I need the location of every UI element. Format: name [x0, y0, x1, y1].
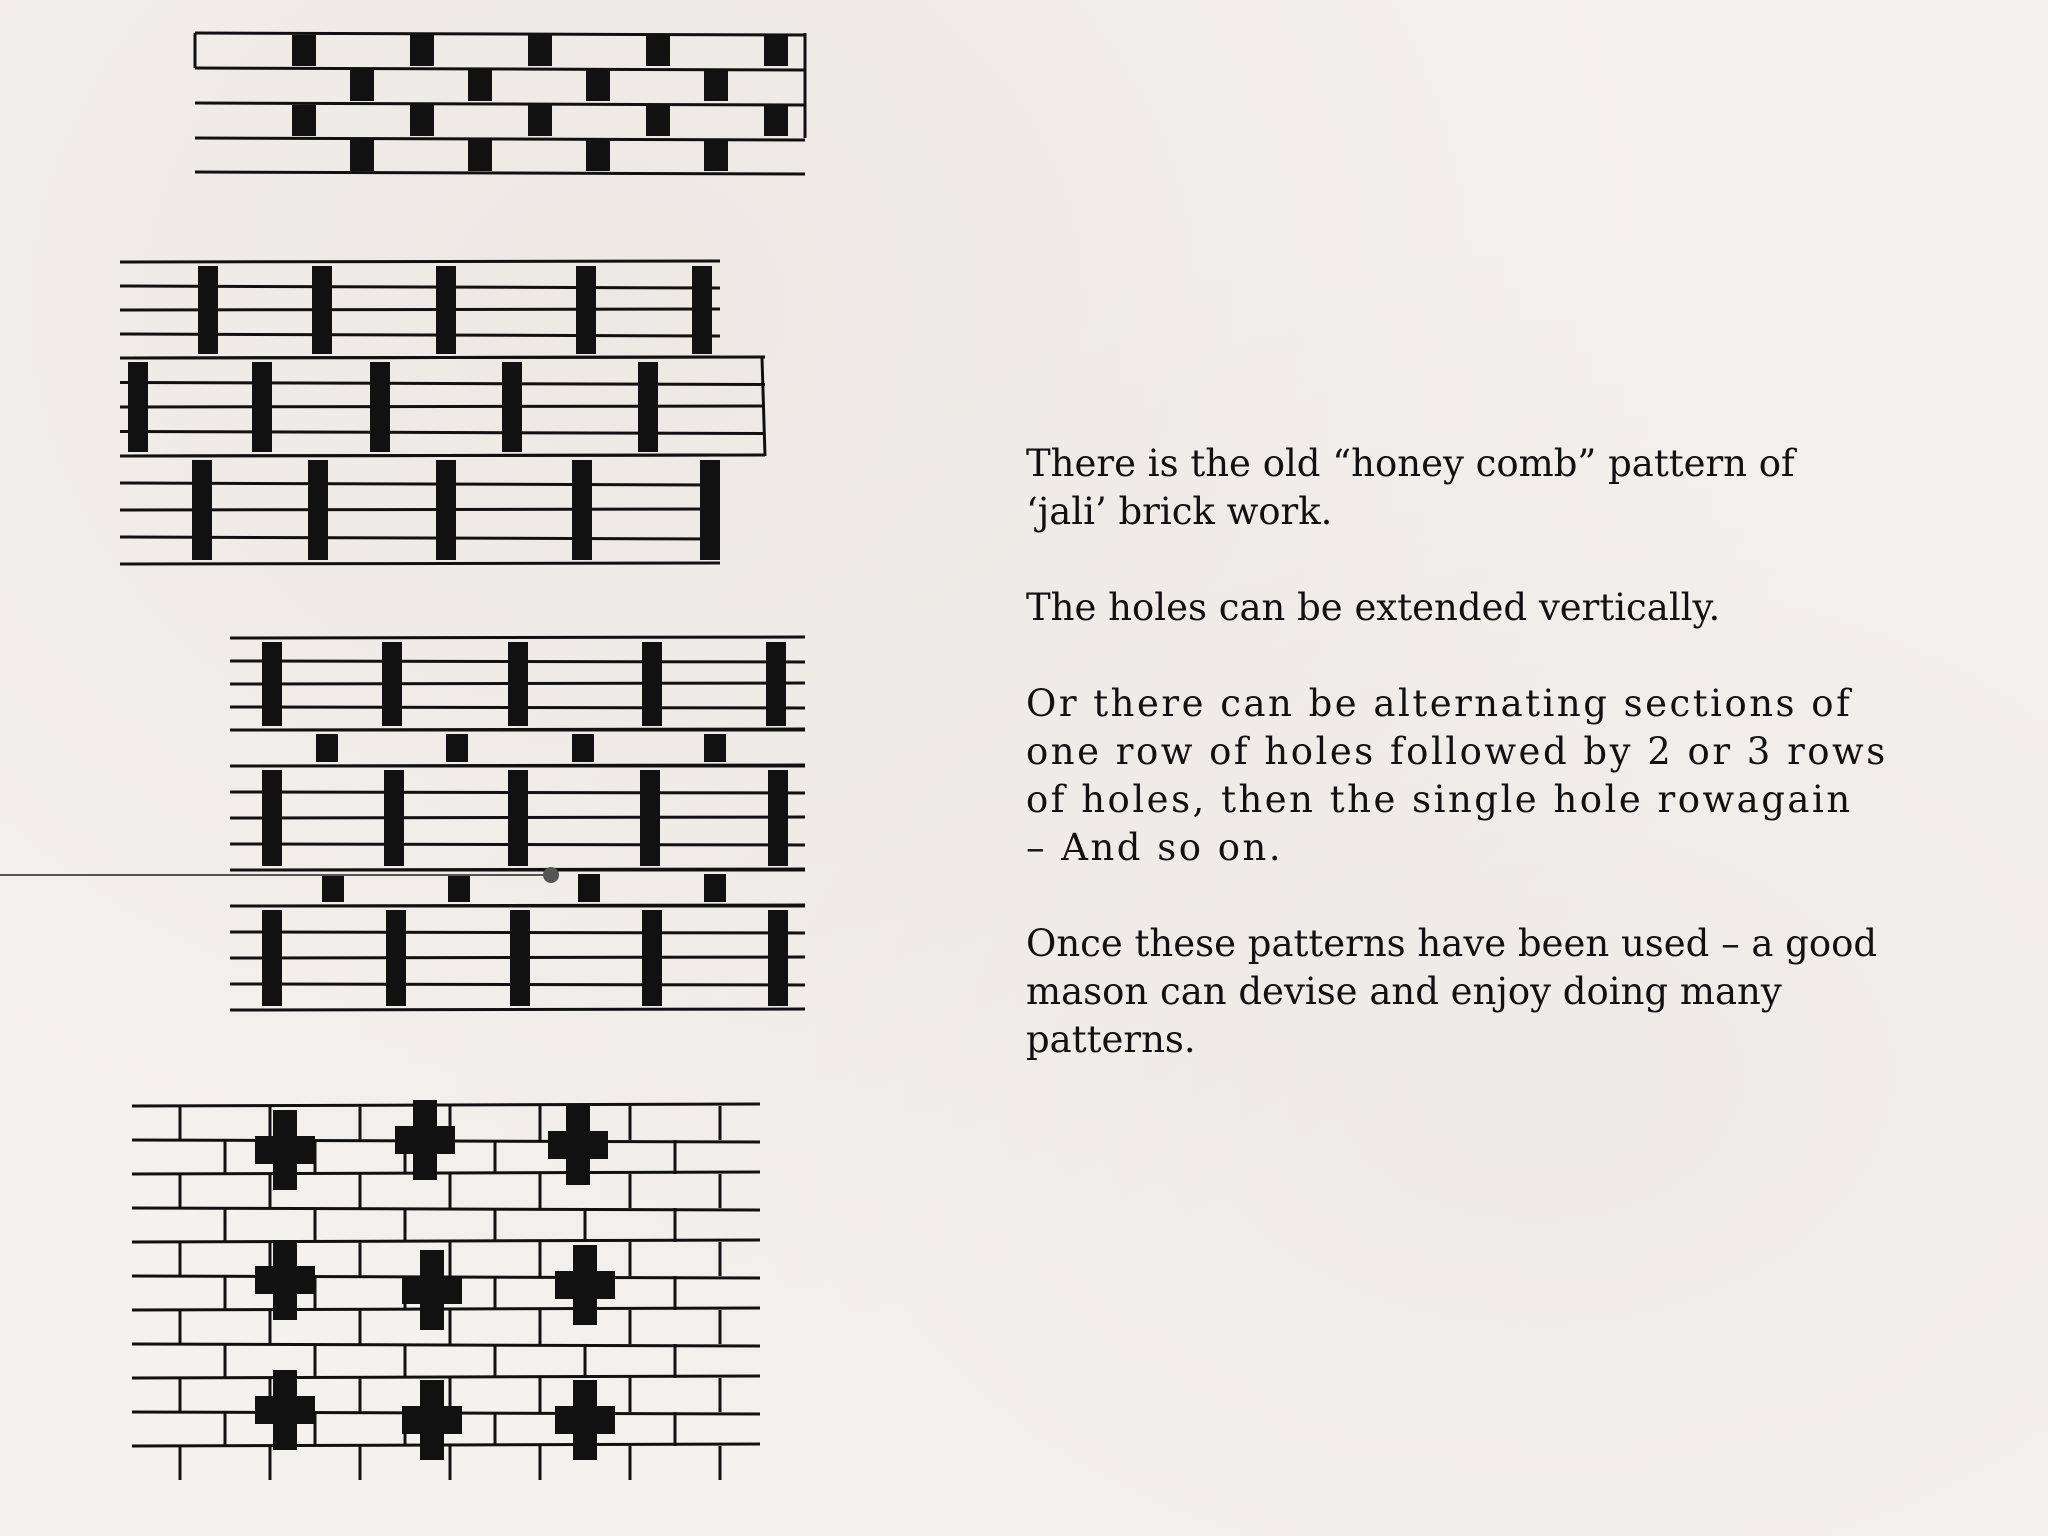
brick-hole — [410, 35, 434, 66]
brick-hole — [350, 70, 374, 101]
brick-hole — [578, 874, 600, 902]
brick-hole — [508, 642, 528, 726]
brick-hole — [308, 460, 328, 560]
cross-holes-pattern-sketch — [132, 1100, 760, 1480]
brick-hole — [528, 35, 552, 66]
brick-hole — [386, 910, 406, 1006]
brick-hole — [402, 1276, 462, 1304]
brick-hole — [436, 266, 456, 354]
brick-hole — [316, 734, 338, 762]
brick-line — [195, 33, 805, 35]
brick-hole — [395, 1126, 455, 1154]
brick-hole — [555, 1271, 615, 1299]
brick-hole — [192, 460, 212, 560]
brick-line — [195, 172, 805, 174]
brick-hole — [572, 460, 592, 560]
brick-line — [132, 1240, 760, 1242]
brick-line — [120, 357, 765, 358]
brick-hole — [692, 266, 712, 354]
brick-hole — [262, 770, 282, 866]
brick-hole — [642, 910, 662, 1006]
paragraph-alternating: Or there can be alternating sections of one row of holes followed by 2 or 3 rows of holes, then the single hole rowagain – And so on. — [1026, 682, 1888, 869]
brick-hole — [640, 770, 660, 866]
brick-hole — [448, 874, 470, 902]
brick-hole — [312, 266, 332, 354]
brick-hole — [548, 1131, 608, 1159]
brick-hole — [128, 362, 148, 452]
paragraph-devise: Once these patterns have been used – a good mason can devise and enjoy doing many patterns. — [1026, 922, 1878, 1061]
brick-hole — [402, 1406, 462, 1434]
brick-line — [195, 68, 805, 70]
brick-hole — [255, 1396, 315, 1424]
brick-hole — [436, 460, 456, 560]
brick-hole — [704, 734, 726, 762]
brick-hole — [468, 70, 492, 101]
brick-hole — [704, 874, 726, 902]
brick-hole — [198, 266, 218, 354]
brick-hole — [292, 105, 316, 136]
brick-hole — [586, 140, 610, 171]
brick-line — [120, 261, 720, 262]
brick-hole — [572, 734, 594, 762]
brick-hole — [382, 642, 402, 726]
brick-line — [195, 103, 805, 105]
brick-hole — [646, 35, 670, 66]
brick-hole — [766, 642, 786, 726]
brick-hole — [370, 362, 390, 452]
brick-line — [120, 406, 765, 407]
brick-line — [132, 1104, 760, 1106]
brick-hole — [410, 105, 434, 136]
brick-hole — [768, 770, 788, 866]
alternating-rows-pattern-sketch — [230, 637, 805, 1010]
brick-line — [120, 563, 720, 564]
paragraph-honeycomb: There is the old “honey comb” pattern of ‘jali’ brick work. — [1026, 442, 1795, 533]
brick-hole — [704, 70, 728, 101]
brick-hole — [764, 105, 788, 136]
brick-hole — [555, 1406, 615, 1434]
brick-hole — [255, 1266, 315, 1294]
brick-hole — [384, 770, 404, 866]
brick-hole — [502, 362, 522, 452]
description-text — [1026, 440, 1976, 1112]
brick-line — [132, 1172, 760, 1174]
brick-hole — [446, 734, 468, 762]
brick-line — [132, 1444, 760, 1446]
brick-hole — [350, 140, 374, 171]
paragraph-vertical: The holes can be extended vertically. — [1026, 586, 1721, 629]
brick-hole — [642, 642, 662, 726]
brick-line — [230, 1009, 805, 1010]
brick-line — [195, 138, 805, 140]
brick-hole — [764, 35, 788, 66]
pointer-line — [0, 874, 552, 876]
brick-hole — [508, 770, 528, 866]
brick-hole — [576, 266, 596, 354]
brick-hole — [528, 105, 552, 136]
brick-hole — [255, 1136, 315, 1164]
brick-hole — [700, 460, 720, 560]
brick-line — [120, 383, 765, 385]
brick-line — [120, 455, 720, 456]
brick-hole — [262, 910, 282, 1006]
brick-line — [132, 1308, 760, 1310]
brick-line — [132, 1376, 760, 1378]
brick-line — [120, 432, 765, 434]
brick-hole — [322, 874, 344, 902]
brick-hole — [252, 362, 272, 452]
brick-hole — [262, 642, 282, 726]
brick-line — [762, 358, 765, 456]
brick-hole — [586, 70, 610, 101]
brick-hole — [638, 362, 658, 452]
brick-hole — [768, 910, 788, 1006]
brick-hole — [510, 910, 530, 1006]
brick-hole — [646, 105, 670, 136]
pointer-dot — [543, 867, 559, 883]
brick-hole — [292, 35, 316, 66]
brick-line — [230, 637, 805, 638]
brick-hole — [704, 140, 728, 171]
vertical-holes-pattern-sketch — [120, 261, 765, 564]
honeycomb-pattern-sketch — [195, 33, 805, 174]
brick-hole — [468, 140, 492, 171]
